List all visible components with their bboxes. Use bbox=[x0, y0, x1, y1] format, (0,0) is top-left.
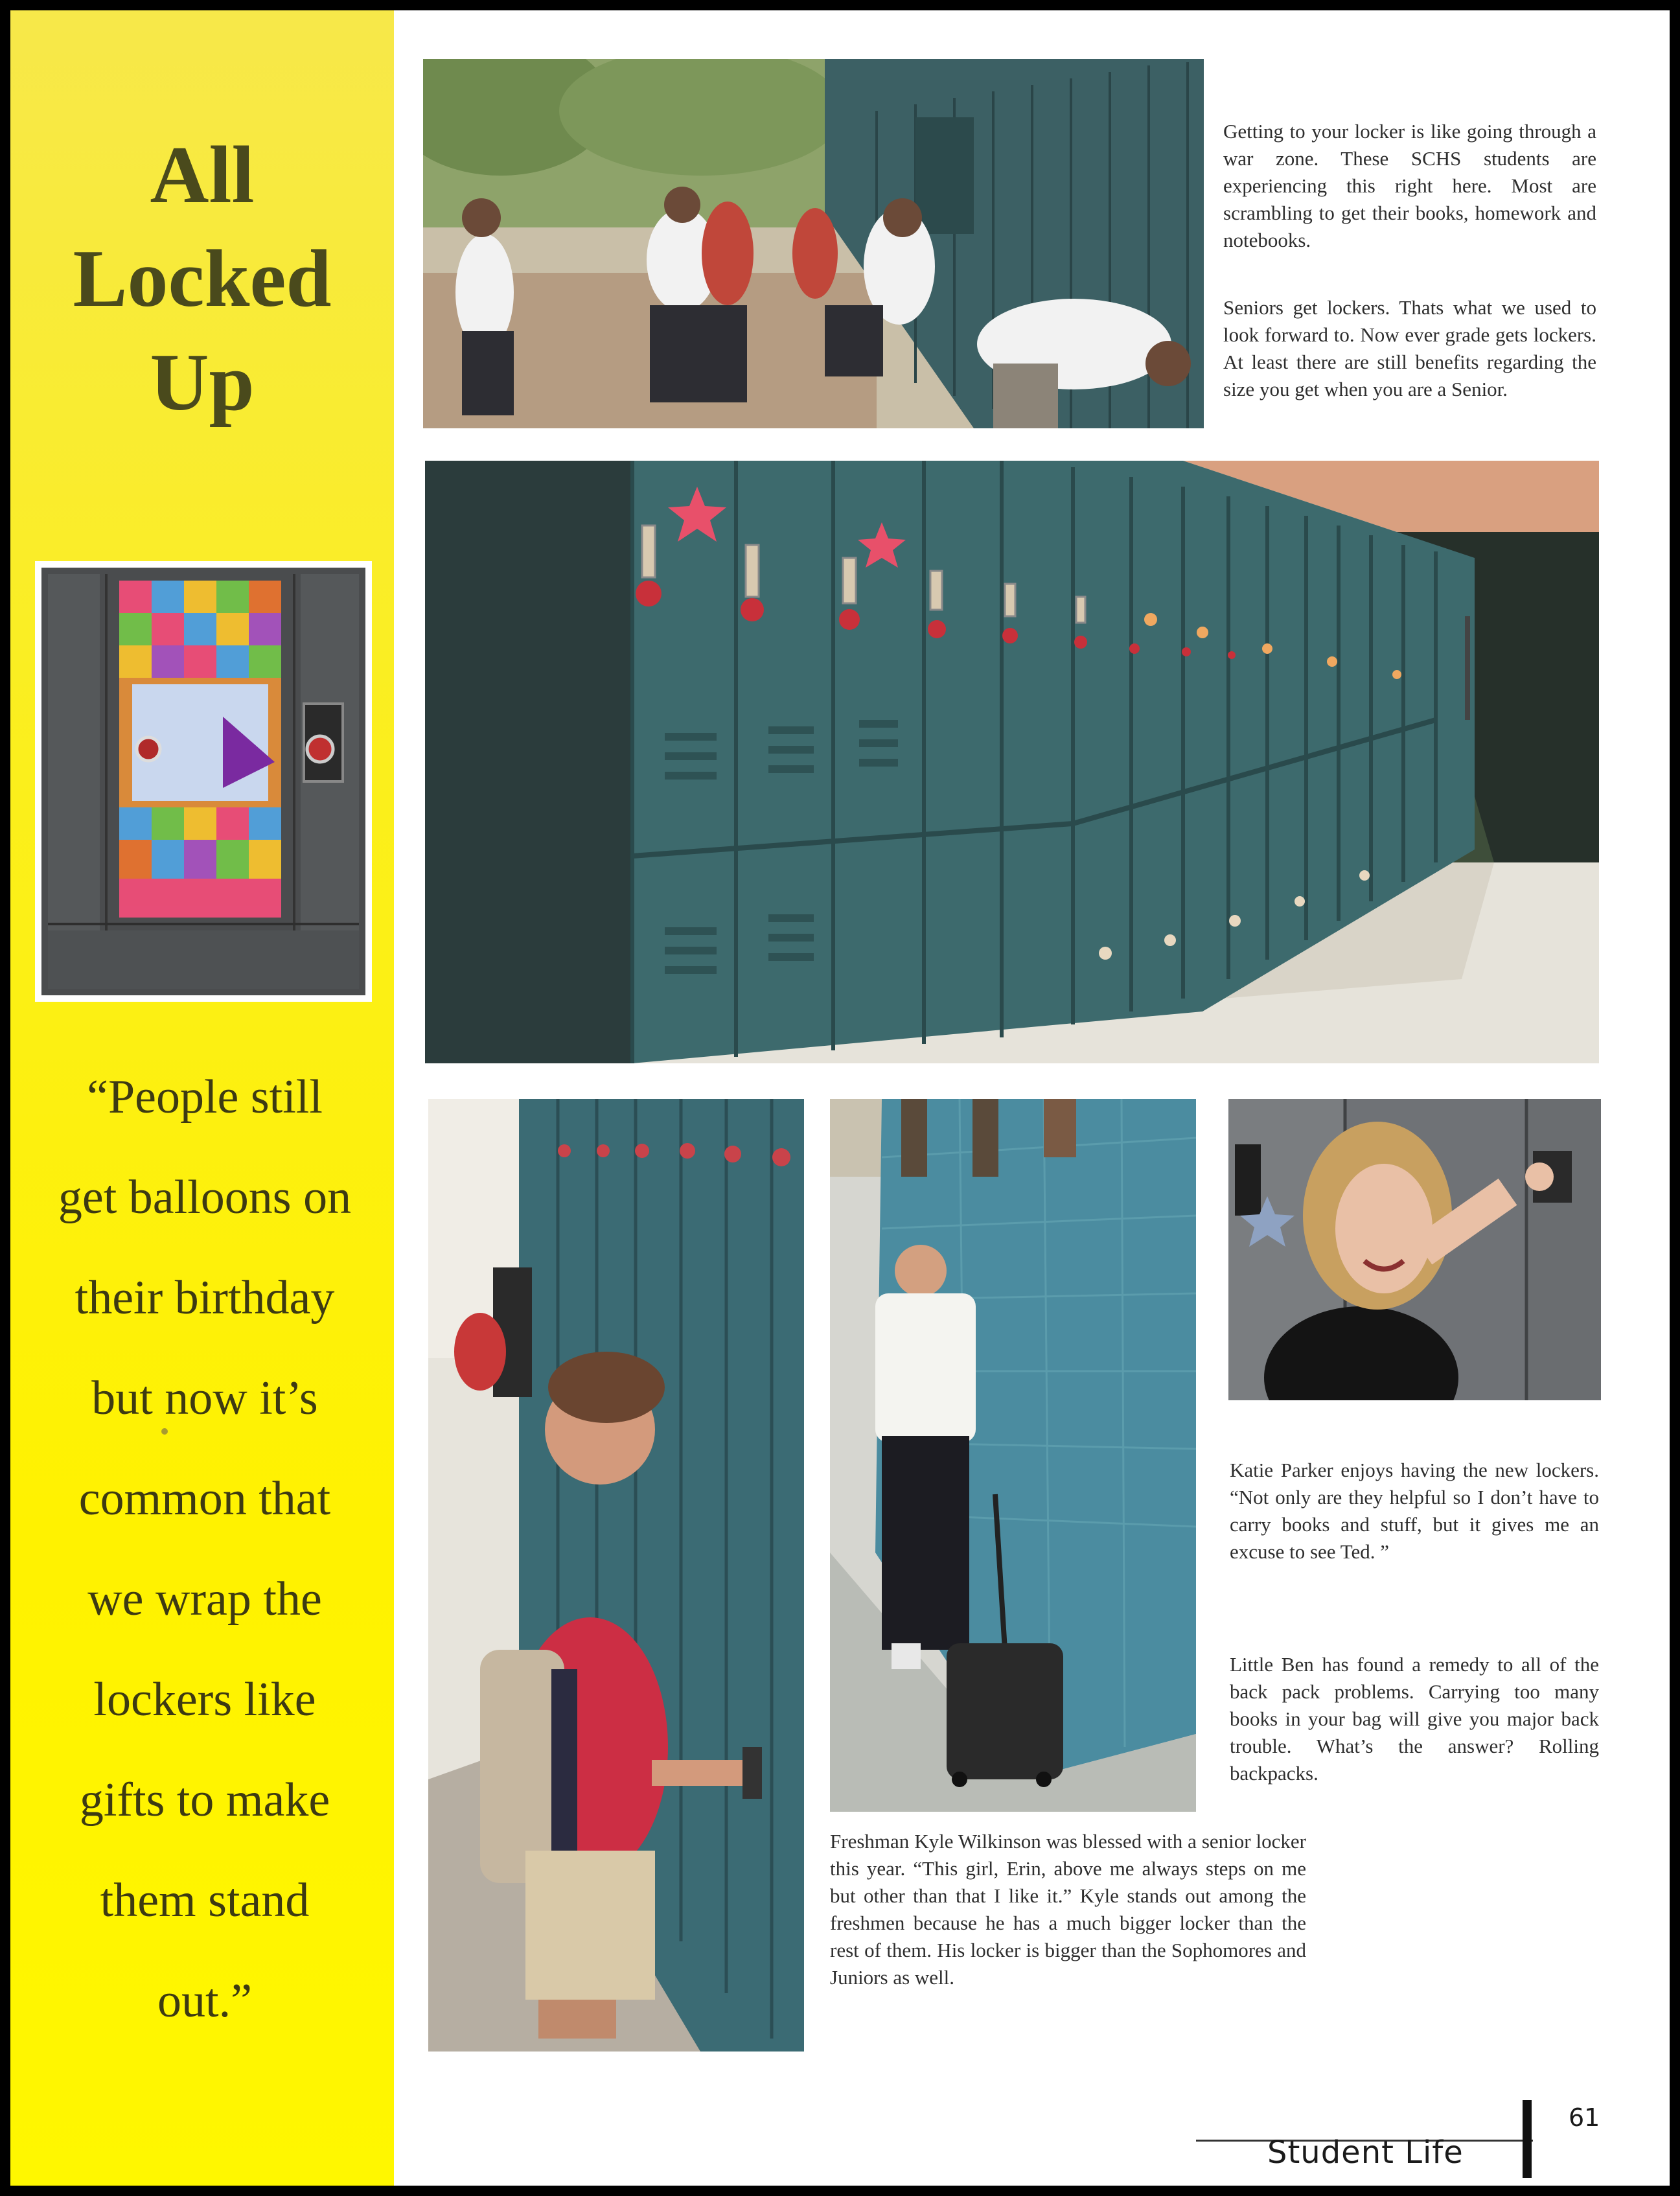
quote-line: “People still bbox=[87, 1070, 323, 1124]
decorated-locker-photo bbox=[35, 561, 372, 1002]
katie-caption: Katie Parker enjoys having the new lockers. “Not only are they helpful so I don’t have to carry books and stuff, but it gives me an excuse to see Ted. ” bbox=[1230, 1459, 1599, 1563]
seniors-caption: Seniors get lockers. Thats what we used to look forward to. Now ever grade gets lockers. At least there are still benefits regarding the size you get when you are a Senior. bbox=[1223, 296, 1596, 400]
decorative-dot bbox=[161, 1428, 168, 1435]
yearbook-page bbox=[10, 10, 1670, 2186]
quote-line: their birthday bbox=[75, 1271, 335, 1324]
crowded-lockers-photo bbox=[423, 59, 1204, 428]
quote-line: them stand bbox=[100, 1874, 310, 1927]
quote-line: common that bbox=[78, 1472, 331, 1525]
section-label: Student Life bbox=[1267, 2134, 1464, 2171]
sidebar bbox=[10, 10, 394, 2186]
kyle-caption: Freshman Kyle Wilkinson was blessed with a senior locker this year. “This girl, Erin, above me always steps on me but other than that I like it.” Kyle stands out among the freshmen because he has a much bigger locker than the rest of them. His locker is bigger than the Sophomores and Juniors as well. bbox=[830, 1830, 1306, 1989]
footer-bar bbox=[1523, 2100, 1532, 2178]
locker-row-photo bbox=[425, 461, 1599, 1063]
boy-at-locker-photo bbox=[428, 1099, 804, 2052]
quote-line: out.” bbox=[157, 1974, 252, 2028]
ben-caption: Little Ben has found a remedy to all of the back pack problems. Carrying too many books in your bag will give you major back trouble. What’s the answer? Rolling backpacks. bbox=[1230, 1653, 1599, 1785]
katie-locker-photo bbox=[1228, 1099, 1601, 1400]
quote-line: gifts to make bbox=[79, 1774, 330, 1827]
title-line: All bbox=[150, 130, 255, 220]
pull-quote bbox=[23, 1047, 386, 2052]
rolling-backpack-photo bbox=[830, 1099, 1196, 1812]
quote-line: get balloons on bbox=[58, 1171, 352, 1224]
quote-line: lockers like bbox=[93, 1673, 316, 1726]
title-line: Up bbox=[150, 338, 255, 428]
title-line: Locked bbox=[73, 234, 332, 324]
war-zone-caption: Getting to your locker is like going through a war zone. These SCHS students are experiencing this right here. Most are scrambling to get their books, homework and notebooks. bbox=[1223, 120, 1596, 251]
page-title bbox=[36, 124, 368, 435]
quote-line: we wrap the bbox=[87, 1573, 322, 1626]
page-number: 61 bbox=[1569, 2103, 1600, 2132]
quote-line: but now it’s bbox=[91, 1372, 318, 1425]
